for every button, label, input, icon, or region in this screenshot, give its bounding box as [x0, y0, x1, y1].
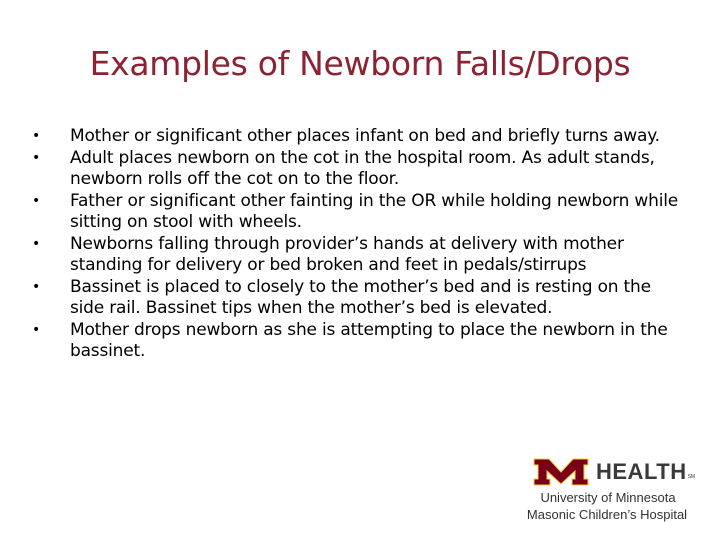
slide-title: Examples of Newborn Falls/Drops [89, 44, 631, 83]
bullet-item [28, 277, 678, 320]
bullet-text: Father or significant other fainting in the OR while holding newborn while sitting on stool with wheels. [70, 190, 679, 232]
bullet-dot-icon: • [32, 128, 41, 144]
logo-top-row [532, 456, 695, 488]
logo-university-name: University of Minnesota [540, 490, 676, 505]
bullet-item [28, 148, 678, 191]
bullet-text: Mother or significant other places infant on bed and briefly turns away. [70, 126, 660, 146]
bullet-dot-icon: • [32, 321, 41, 338]
bullet-dot-icon: • [32, 235, 41, 252]
bullet-text: Bassinet is placed to closely to the mother’s bed and is resting on the side rail. Bassinet tips when the mother’s bed is elevated. [70, 276, 651, 318]
bullet-item [28, 320, 678, 363]
bullet-item [28, 191, 678, 234]
logo-hospital-name: Masonic Children’s Hospital [526, 507, 688, 522]
bullet-text: Mother drops newborn as she is attempting to place the newborn in the bassinet. [70, 319, 668, 361]
logo-service-mark: SM [687, 474, 696, 480]
bullet-text: Adult places newborn on the cot in the hospital room. As adult stands, newborn rolls off the cot on to the floor. [70, 147, 655, 189]
bullet-dot-icon: • [32, 278, 41, 295]
bullet-dot-icon: • [32, 192, 41, 209]
bullet-item [28, 126, 678, 148]
bullet-item [28, 234, 678, 277]
bullet-dot-icon: • [32, 149, 41, 166]
bullet-text: Newborns falling through provider’s hands at delivery with mother standing for delivery or bed broken and feet in pedals/stirrups [70, 233, 624, 275]
bullet-list [28, 126, 678, 363]
health-logo [516, 456, 698, 526]
logo-wordmark: HEALTH [596, 459, 687, 484]
university-m-icon [532, 457, 590, 487]
